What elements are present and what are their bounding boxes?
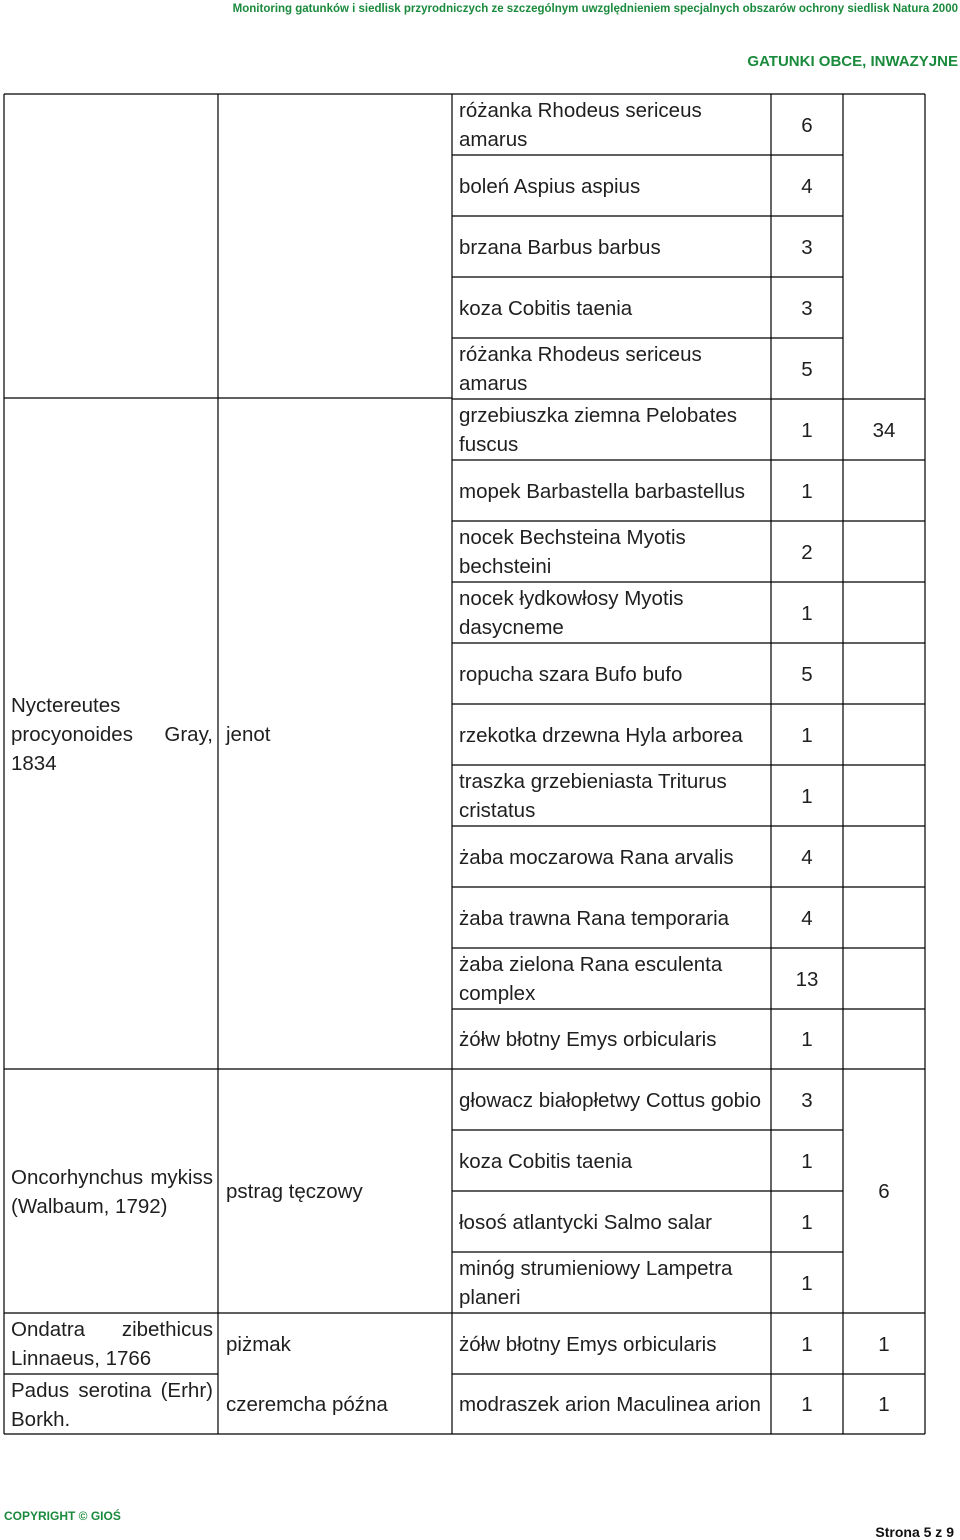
count-cell: 1 xyxy=(801,1271,813,1295)
species-cell: modraszek arion Maculinea arion xyxy=(459,1393,761,1416)
count-cell: 3 xyxy=(801,1088,813,1112)
species-cell: boleń Aspius aspius xyxy=(459,174,641,198)
species-cell: rzekotka drzewna Hyla arborea xyxy=(459,723,743,747)
count-cell: 4 xyxy=(801,845,813,869)
species-cell: żaba trawna Rana temporaria xyxy=(459,906,730,930)
species-cell: koza Cobitis taenia xyxy=(459,1149,633,1173)
count-cell: 1 xyxy=(801,1332,813,1356)
species-cell: żółw błotny Emys orbicularis xyxy=(459,1028,717,1051)
species-cell: głowacz białopłetwy Cottus gobio xyxy=(459,1088,761,1112)
latin-name-cell: Ondatra zibethicus Linnaeus, 1766 xyxy=(11,1318,213,1370)
common-name-cell: jenot xyxy=(226,722,271,746)
species-cell: nocek łydkowłosy Myotis dasycneme xyxy=(459,587,684,639)
total-cell: 1 xyxy=(878,1393,890,1416)
count-cell: 1 xyxy=(801,1028,813,1051)
count-cell: 1 xyxy=(801,418,813,442)
species-cell: koza Cobitis taenia xyxy=(459,296,633,320)
count-cell: 2 xyxy=(801,540,813,564)
count-cell: 5 xyxy=(801,662,813,686)
count-cell: 1 xyxy=(801,1149,813,1173)
count-cell: 1 xyxy=(801,601,813,625)
copyright-notice: COPYRIGHT © GIOŚ xyxy=(4,1509,121,1523)
document-header-title: Monitoring gatunków i siedlisk przyrodniczych ze szczególnym uwzględnieniem specjalnych obszarów ochrony siedlisk Natura 2000 xyxy=(232,3,958,15)
count-cell: 1 xyxy=(801,723,813,747)
species-cell: grzebiuszka ziemna Pelobates fuscus xyxy=(459,404,738,456)
latin-name-cell: Oncorhynchus mykiss (Walbaum, 1792) xyxy=(11,1165,213,1218)
total-cell: 1 xyxy=(878,1332,890,1356)
count-cell: 6 xyxy=(801,113,813,137)
species-cell: żółw błotny Emys orbicularis xyxy=(459,1332,717,1356)
common-name-cell: piżmak xyxy=(226,1332,291,1356)
count-cell: 3 xyxy=(801,296,813,320)
species-cell: minóg strumieniowy Lampetra planeri xyxy=(459,1257,733,1309)
species-cell: traszka grzebieniasta Triturus cristatus xyxy=(459,770,727,822)
count-cell: 4 xyxy=(801,906,813,930)
species-cell: mopek Barbastella barbastellus xyxy=(459,479,746,503)
species-cell: żaba moczarowa Rana arvalis xyxy=(459,845,734,869)
species-cell: brzana Barbus barbus xyxy=(459,235,661,259)
latin-name-cell: Padus serotina (Erhr) Borkh. xyxy=(11,1378,213,1431)
count-cell: 3 xyxy=(801,235,813,259)
species-cell: ropucha szara Bufo bufo xyxy=(459,662,683,686)
species-cell: nocek Bechsteina Myotis bechsteini xyxy=(459,526,686,578)
latin-name-cell: Nyctereutes procyonoides Gray, 1834 xyxy=(11,693,213,775)
common-name-cell: pstrag tęczowy xyxy=(226,1180,363,1203)
page-number: Strona 5 z 9 xyxy=(875,1524,954,1540)
count-cell: 13 xyxy=(795,967,819,991)
species-cell: żaba zielona Rana esculenta complex xyxy=(459,953,723,1005)
section-title: GATUNKI OBCE, INWAZYJNE xyxy=(747,53,958,70)
count-cell: 1 xyxy=(801,1210,813,1234)
count-cell: 1 xyxy=(801,784,813,808)
total-cell: 34 xyxy=(872,418,896,442)
total-cell: 6 xyxy=(878,1180,890,1203)
count-cell: 5 xyxy=(801,357,813,381)
count-cell: 1 xyxy=(801,1393,813,1416)
count-cell: 1 xyxy=(801,479,813,503)
count-cell: 4 xyxy=(801,174,813,198)
species-cell: łosoś atlantycki Salmo salar xyxy=(459,1210,712,1234)
species-cell: różanka Rhodeus sericeus amarus xyxy=(459,99,702,151)
species-cell: różanka Rhodeus sericeus amarus xyxy=(459,343,702,395)
common-name-cell: czeremcha późna xyxy=(226,1393,388,1416)
